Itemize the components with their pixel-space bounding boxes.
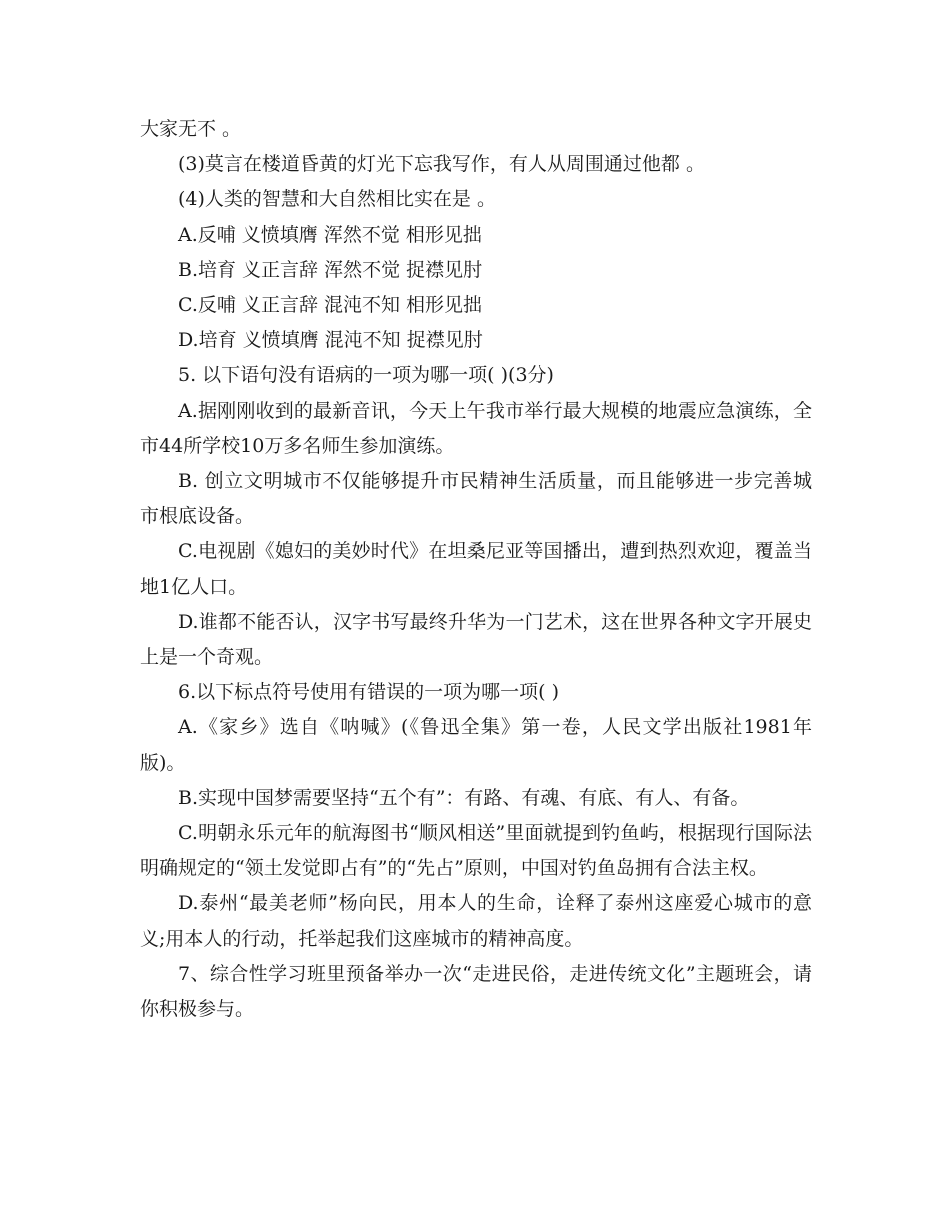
question-4-option-a: A.反哺 义愤填膺 浑然不觉 相形见拙 [178,223,482,246]
question-5-option-c: C.电视剧《媳妇的美妙时代》在坦桑尼亚等国播出，遭到热烈欢迎，覆盖当地1亿人口。 [140,540,812,598]
question-5-stem: 5. 以下语句没有语病的一项为哪一项( )(3分) [178,364,554,387]
question-6-option-d: D.泰州“最美老师”杨向民，用本人的生命，诠释了泰州这座爱心城市的意义;用本人的行动，托举起我们这座城市的精神高度。 [140,892,812,950]
question-6-stem: 6.以下标点符号使用有错误的一项为哪一项( ) [178,681,559,704]
continuation-line: 大家无不 。 [140,118,242,140]
question-4-option-d: D.培育 义愤填膺 混沌不知 捉襟见肘 [178,329,483,352]
question-4-option-c: C.反哺 义正言辞 混沌不知 相形见拙 [178,294,483,317]
question-4-item-4: (4)人类的智慧和大自然相比实在是 。 [178,188,496,211]
question-5-option-b: B. 创立文明城市不仅能够提升市民精神生活质量，而且能够进一步完善城市根底设备。 [140,470,812,528]
question-6-option-a: A.《家乡》选自《呐喊》(《鲁迅全集》第一卷，人民文学出版社1981年版)。 [140,716,812,774]
question-7-stem: 7、综合性学习班里预备举办一次“走进民俗，走进传统文化”主题班会，请你积极参与。 [140,962,812,1021]
question-4-item-3: (3)莫言在楼道昏黄的灯光下忘我写作，有人从周围通过他都 。 [178,153,705,176]
question-6-option-c: C.明朝永乐元年的航海图书“顺风相送”里面就提到钓鱼屿，根据现行国际法明确规定的“领土发觉即占有”的“先占”原则，中国对钓鱼岛拥有合法主权。 [140,822,812,880]
question-5-option-a: A.据刚刚收到的最新音讯，今天上午我市举行最大规模的地震应急演练，全市44所学校10万多名师生参加演练。 [140,399,812,457]
question-4-option-b: B.培育 义正言辞 浑然不觉 捉襟见肘 [178,258,483,281]
document-page [140,112,812,1027]
question-5-option-d: D.谁都不能否认，汉字书写最终升华为一门艺术，这在世界各种文字开展史上是一个奇观。 [140,610,812,669]
question-6-option-b: B.实现中国梦需要坚持“五个有”：有路、有魂、有底、有人、有备。 [178,786,750,809]
